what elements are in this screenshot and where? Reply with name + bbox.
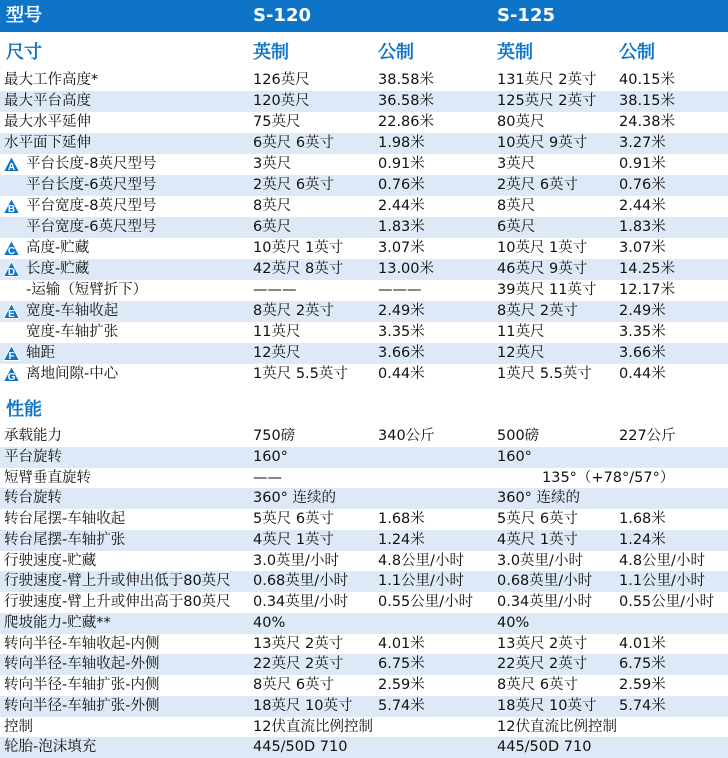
spec-label: 转台旋转 <box>4 490 62 507</box>
spec-value: 40% <box>253 614 286 631</box>
spec-value: 4.01米 <box>378 635 425 652</box>
model-1-name: S-120 <box>253 5 312 26</box>
spec-value: —— <box>253 469 282 486</box>
spec-value: 1.83米 <box>378 219 425 235</box>
spec-label: 行驶速度-臂上升或伸出低于80英尺 <box>4 573 231 590</box>
spec-label: 高度-贮藏 <box>26 240 90 256</box>
spec-value: 160° <box>253 448 288 465</box>
spec-value: 13.00米 <box>378 261 435 277</box>
spec-row <box>0 112 728 133</box>
spec-value: 4英尺 1英寸 <box>253 531 335 548</box>
spec-value: 2.59米 <box>619 677 666 693</box>
spec-value: 38.15米 <box>619 93 676 109</box>
spec-value: 3.35米 <box>619 324 666 340</box>
svg-text:D: D <box>7 267 16 278</box>
spec-value: 6.75米 <box>619 656 666 673</box>
spec-value: 131英尺 2英寸 <box>497 72 597 88</box>
spec-label: 平台宽度-8英尺型号 <box>26 198 157 214</box>
model-2-imperial-header: 英制 <box>497 42 533 63</box>
spec-value: 3.35米 <box>378 324 425 340</box>
spec-row <box>0 654 728 675</box>
spec-value: 0.44米 <box>378 366 425 382</box>
spec-value: 1.24米 <box>619 531 666 548</box>
spec-value: 8英尺 2英寸 <box>253 303 335 319</box>
spec-value: 750磅 <box>253 428 296 444</box>
spec-label: 转向半径-车轴扩张-内侧 <box>4 677 160 693</box>
spec-row <box>0 364 728 385</box>
model-header-label: 型号 <box>6 5 42 26</box>
spec-value: 22英尺 2英寸 <box>253 656 344 673</box>
spec-label: 水平面下延伸 <box>4 135 91 151</box>
spec-label: 平台旋转 <box>4 448 62 465</box>
spec-label: 离地间隙-中心 <box>26 366 119 382</box>
spec-label: 转向半径-车轴扩张-外侧 <box>4 697 160 714</box>
spec-row <box>0 592 728 613</box>
dimensions-title: 尺寸 <box>6 42 42 63</box>
spec-value: 8英尺 2英寸 <box>497 303 579 319</box>
dimension-callout-b-icon <box>3 198 20 215</box>
spec-row <box>0 154 728 175</box>
spec-value: 10英尺 1英寸 <box>253 240 344 256</box>
spec-value: 0.44米 <box>619 366 666 382</box>
spec-value: 75英尺 <box>253 114 301 130</box>
spec-value: ——— <box>253 282 297 298</box>
spec-label: 爬坡能力-贮藏** <box>4 614 111 631</box>
spec-value: 13英尺 2英寸 <box>497 635 588 652</box>
spec-row <box>0 196 728 217</box>
dimensions-section-header <box>0 37 728 69</box>
spec-value: 1.68米 <box>378 511 425 527</box>
spec-value: 8英尺 <box>253 198 292 214</box>
svg-text:C: C <box>7 246 16 257</box>
spec-value: 1英尺 5.5英寸 <box>253 366 348 382</box>
spec-value: 5英尺 6英寸 <box>497 511 579 527</box>
spec-value: 2.44米 <box>619 198 666 214</box>
spec-value: 2.44米 <box>378 198 425 214</box>
spec-row <box>0 509 728 530</box>
spec-value: 3.07米 <box>378 240 425 256</box>
spec-row <box>0 280 728 301</box>
dimension-callout-a-icon <box>3 156 20 173</box>
spec-value: 3.66米 <box>619 345 666 361</box>
spec-value: 5.74米 <box>619 697 666 714</box>
spec-value: 13英尺 2英寸 <box>253 635 344 652</box>
spec-value: 12英尺 <box>497 345 545 361</box>
model-1-metric-header: 公制 <box>378 42 414 63</box>
spec-value: 0.91米 <box>619 156 666 172</box>
spec-value: 6英尺 <box>497 219 536 235</box>
spec-value: 3英尺 <box>497 156 536 172</box>
spec-label: 转台尾摆-车轴扩张 <box>4 531 126 548</box>
spec-value: 12.17米 <box>619 282 676 298</box>
spec-value: 6英尺 <box>253 219 292 235</box>
spec-value: 1.83米 <box>619 219 666 235</box>
spec-row <box>0 551 728 572</box>
model-2-metric-header: 公制 <box>619 42 655 63</box>
spec-value: 1.1公里/小时 <box>619 573 705 590</box>
spec-value: 1.68米 <box>619 511 666 527</box>
spec-value: 360° 连续的 <box>497 490 581 507</box>
spec-value: 11英尺 <box>497 324 545 340</box>
spec-value: 2英尺 6英寸 <box>497 177 579 193</box>
spec-value: 24.38米 <box>619 114 676 130</box>
svg-text:B: B <box>7 204 16 215</box>
model-1-imperial-header: 英制 <box>253 42 289 63</box>
spec-label: -运输（短臂折下） <box>26 282 148 298</box>
performance-title: 性能 <box>6 399 42 420</box>
spec-value: 2.59米 <box>378 677 425 693</box>
spec-value: 12英尺 <box>253 345 301 361</box>
spec-label: 平台长度-8英尺型号 <box>26 156 157 172</box>
spec-value: 0.34英里/小时 <box>497 594 593 610</box>
dimension-callout-c-icon <box>3 240 20 257</box>
spec-row <box>0 696 728 717</box>
spec-value: 40% <box>497 614 530 631</box>
spec-value: 8英尺 6英寸 <box>253 677 335 693</box>
spec-value: 4英尺 1英寸 <box>497 531 579 548</box>
spec-value: 4.8公里/小时 <box>378 552 464 569</box>
dimension-callout-f-icon <box>3 345 20 362</box>
spec-label: 短臂垂直旋转 <box>4 469 91 486</box>
spec-value: 5英尺 6英寸 <box>253 511 335 527</box>
performance-section-header <box>0 394 728 426</box>
spec-value: 0.76米 <box>619 177 666 193</box>
spec-value: 18英尺 10英寸 <box>497 697 597 714</box>
spec-value: 160° <box>497 448 532 465</box>
spec-value: 42英尺 8英寸 <box>253 261 344 277</box>
spec-row <box>0 322 728 343</box>
spec-row <box>0 259 728 280</box>
spec-value: 12伏直流比例控制 <box>497 718 617 735</box>
spec-label: 平台宽度-6英尺型号 <box>26 219 157 235</box>
svg-text:F: F <box>8 351 15 362</box>
spec-value: 3英尺 <box>253 156 292 172</box>
spec-value: 3.0英里/小时 <box>497 552 583 569</box>
spec-row <box>0 488 728 509</box>
spec-label: 平台长度-6英尺型号 <box>26 177 157 193</box>
spec-row <box>0 571 728 592</box>
spec-label: 转台尾摆-车轴收起 <box>4 511 126 527</box>
spec-value: 0.76米 <box>378 177 425 193</box>
spec-row <box>0 175 728 196</box>
spec-value: 10英尺 9英寸 <box>497 135 588 151</box>
spec-value: 18英尺 10英寸 <box>253 697 353 714</box>
spec-value: 8英尺 <box>497 198 536 214</box>
spec-value: 6.75米 <box>378 656 425 673</box>
spec-value: 5.74米 <box>378 697 425 714</box>
spec-value: 40.15米 <box>619 72 676 88</box>
dimension-callout-g-icon <box>3 366 20 383</box>
spec-value: 0.68英里/小时 <box>253 573 349 590</box>
spec-label: 转向半径-车轴收起-外侧 <box>4 656 160 673</box>
spec-label: 长度-贮藏 <box>26 261 90 277</box>
spec-row <box>0 133 728 154</box>
spec-value: 3.0英里/小时 <box>253 552 339 569</box>
spec-value: 2.49米 <box>619 303 666 319</box>
spec-value: 125英尺 2英寸 <box>497 93 597 109</box>
spec-value: ——— <box>378 282 422 298</box>
spec-value: 500磅 <box>497 428 540 444</box>
spec-value: 445/50D 710 <box>497 739 592 756</box>
spec-value: 2.49米 <box>378 303 425 319</box>
spec-label: 最大平台高度 <box>4 93 91 109</box>
spec-value: 3.27米 <box>619 135 666 151</box>
spec-value: 10英尺 1英寸 <box>497 240 588 256</box>
spec-row <box>0 675 728 696</box>
spec-value: 80英尺 <box>497 114 545 130</box>
spec-value: 4.01米 <box>619 635 666 652</box>
spec-row <box>0 737 728 758</box>
spec-label: 宽度-车轴收起 <box>26 303 119 319</box>
spec-row <box>0 717 728 738</box>
spec-value: 4.8公里/小时 <box>619 552 705 569</box>
spec-value: 120英尺 <box>253 93 310 109</box>
spec-value: 445/50D 710 <box>253 739 348 756</box>
spec-value: 3.66米 <box>378 345 425 361</box>
spec-row <box>0 613 728 634</box>
spec-value: 1英尺 5.5英寸 <box>497 366 592 382</box>
spec-value: 38.58米 <box>378 72 435 88</box>
spec-value: 0.34英里/小时 <box>253 594 349 610</box>
spec-row <box>0 301 728 322</box>
spec-value: 1.24米 <box>378 531 425 548</box>
dimension-callout-e-icon <box>3 303 20 320</box>
spec-value: 3.07米 <box>619 240 666 256</box>
spec-row <box>0 70 728 91</box>
header-bar <box>0 0 728 32</box>
spec-value: 14.25米 <box>619 261 676 277</box>
spec-value: 6英尺 6英寸 <box>253 135 335 151</box>
spec-row <box>0 343 728 364</box>
spec-value: 8英尺 6英寸 <box>497 677 579 693</box>
spec-label: 最大工作高度* <box>4 72 99 88</box>
spec-row <box>0 530 728 551</box>
spec-value-merged: 135°（+78°/57°） <box>542 469 675 486</box>
dimension-callout-d-icon <box>3 261 20 278</box>
spec-value: 1.1公里/小时 <box>378 573 464 590</box>
spec-value: 39英尺 11英寸 <box>497 282 597 298</box>
spec-value: 0.55公里/小时 <box>378 594 474 610</box>
spec-label: 转向半径-车轴收起-内侧 <box>4 635 160 652</box>
spec-value: 0.55公里/小时 <box>619 594 715 610</box>
spec-value: 46英尺 9英寸 <box>497 261 588 277</box>
spec-label: 宽度-车轴扩张 <box>26 324 119 340</box>
spec-row <box>0 217 728 238</box>
spec-value: 227公斤 <box>619 428 676 444</box>
spec-value: 1.98米 <box>378 135 425 151</box>
spec-row <box>0 468 728 489</box>
spec-row <box>0 634 728 655</box>
svg-text:E: E <box>8 309 15 320</box>
spec-label: 最大水平延伸 <box>4 114 91 130</box>
spec-value: 2英尺 6英寸 <box>253 177 335 193</box>
spec-value: 340公斤 <box>378 428 435 444</box>
spec-value: 22英尺 2英寸 <box>497 656 588 673</box>
spec-row <box>0 447 728 468</box>
spec-row <box>0 91 728 112</box>
svg-text:A: A <box>7 162 16 173</box>
spec-value: 22.86米 <box>378 114 435 130</box>
model-2-name: S-125 <box>497 5 556 26</box>
spec-row <box>0 238 728 259</box>
spec-value: 11英尺 <box>253 324 301 340</box>
spec-label: 轮胎-泡沫填充 <box>4 739 97 756</box>
spec-value: 12伏直流比例控制 <box>253 718 373 735</box>
svg-text:G: G <box>7 372 16 383</box>
spec-value: 0.68英里/小时 <box>497 573 593 590</box>
spec-label: 轴距 <box>26 345 55 361</box>
spec-label: 承载能力 <box>4 428 62 444</box>
spec-value: 126英尺 <box>253 72 310 88</box>
spec-value: 0.91米 <box>378 156 425 172</box>
spec-label: 行驶速度-贮藏 <box>4 552 97 569</box>
spec-value: 36.58米 <box>378 93 435 109</box>
spec-label: 控制 <box>4 718 33 735</box>
spec-value: 360° 连续的 <box>253 490 337 507</box>
spec-label: 行驶速度-臂上升或伸出高于80英尺 <box>4 594 231 610</box>
spec-row <box>0 426 728 447</box>
